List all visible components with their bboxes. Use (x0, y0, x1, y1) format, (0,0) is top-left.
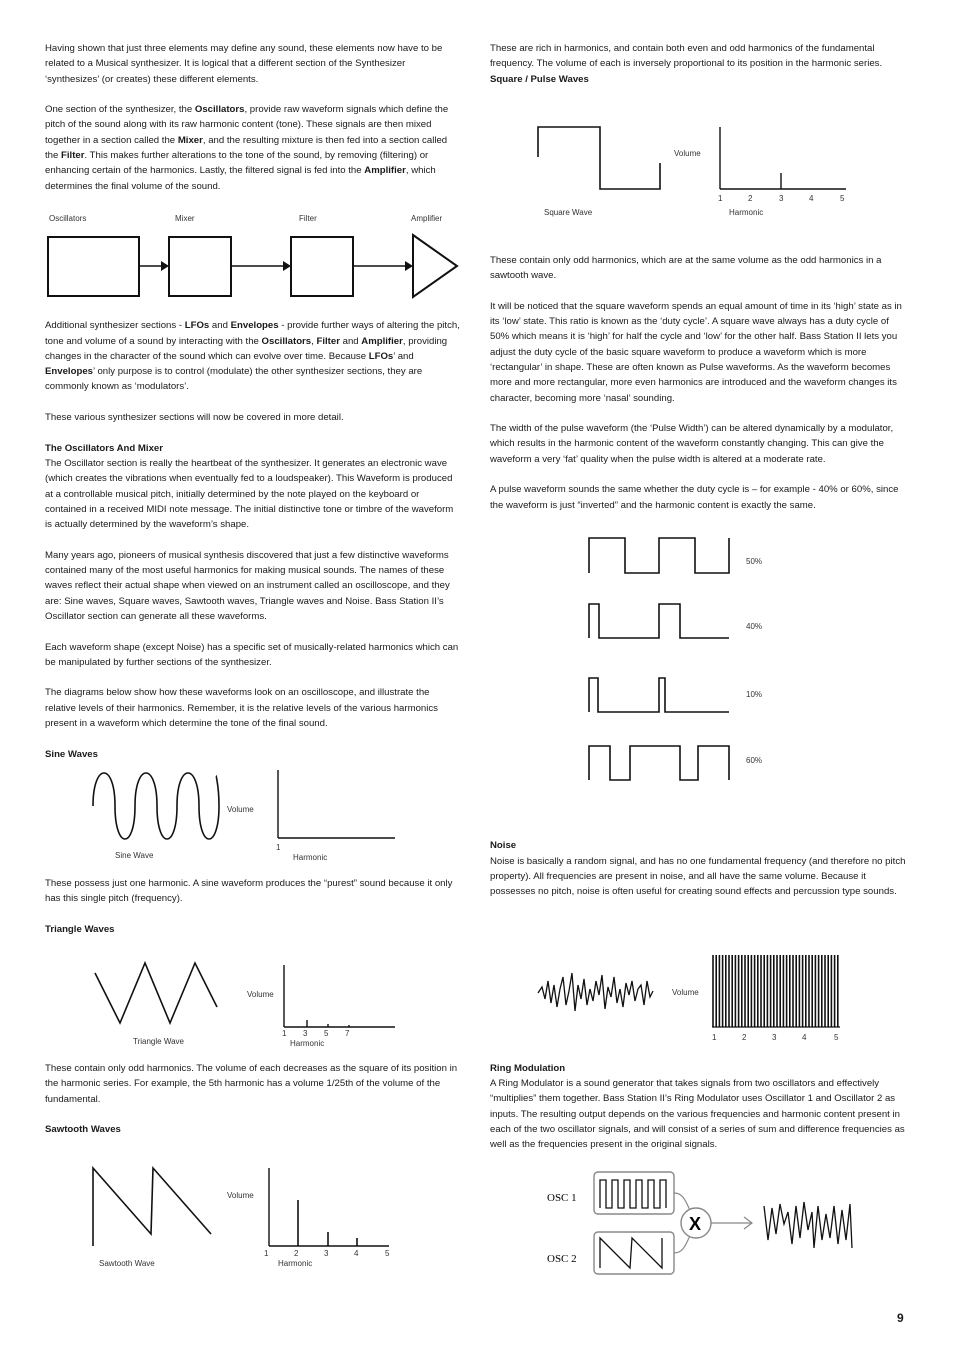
pulse-40-shape (589, 604, 729, 638)
saw-tick-3: 3 (324, 1248, 329, 1258)
sine-volume-label: Volume (227, 804, 254, 814)
saw-tick-2: 2 (294, 1248, 299, 1258)
osc1-label: OSC 1 (547, 1191, 577, 1204)
triangle-wave-label: Triangle Wave (133, 1037, 184, 1047)
sine-harmonic-label: Harmonic (293, 852, 328, 862)
detail-paragraph: These various synthesizer sections will now be covered in more detail. (45, 412, 344, 424)
triangle-tick-7: 7 (345, 1029, 350, 1039)
noise-tick-2: 2 (742, 1032, 747, 1042)
triangle-wave-figure (45, 937, 461, 1047)
saw-tick-4: 4 (354, 1248, 359, 1258)
triangle-harmonic-bars (307, 1020, 349, 1027)
filter-block (291, 237, 353, 296)
mixer-label: Mixer (175, 214, 195, 224)
oscillators-heading: The Oscillators And Mixer (45, 442, 163, 454)
oscillators-label: Oscillators (49, 214, 87, 224)
sawtooth-wave-shape (93, 1168, 211, 1246)
noise-tick-5: 5 (834, 1032, 839, 1042)
pulse-width-paragraph: The width of the pulse waveform (the ‘Pulse Width’) can be altered dynamically by a modulator, which results in the harmonic content of the waveform constantly changing. This can give the waveform a very ‘fat’ quality when the pulse width is altered at a moderate rate. (490, 423, 894, 465)
duty-cycle-paragraph: It will be noticed that the square waveform spends an equal amount of time in its ‘high’ state as in its ‘low’ state. This ratio is known as the ‘duty cycle’. A square wave always has a duty cycle of 50% which means it is ‘high’ for half the cycle and ‘low’ for the other half. Bass Station II lets you adjust the duty cycle of the basic square waveform to produce a waveform which is more ‘rectangular’ in shape. These are often known as Pulse waveforms. As the waveform becomes more and more rectangular, more even harmonics are introduced and the waveform changes its character, becoming more ‘nasal’ sounding. (490, 300, 902, 404)
square-wave-shape (538, 127, 660, 189)
osc1-square-wave (600, 1180, 666, 1208)
triangle-tick-5: 5 (324, 1029, 329, 1039)
ring-mod-paragraph: A Ring Modulator is a sound generator that takes signals from two oscillators and effectively “multiplies” them together. Bass Station II’s Ring Modulator uses Oscillator 1 and Oscillator 2 as inputs. The resulting output depends on the various frequencies and harmonic content present in each of the two oscillator signals, and will consist of a series of sum and difference frequencies as well as the frequencies present in the original signals. (490, 1078, 905, 1151)
triangle-paragraph: These contain only odd harmonics. The volume of each decreases as the square of its position in the harmonic series. For example, the 5th harmonic has a volume 1/25th of the volume of the fundamental. (45, 1063, 458, 1105)
pulse-10-label: 10% (746, 690, 763, 700)
oscillator-section-paragraph: The Oscillator section is really the heartbeat of the synthesizer. It generates an electronic wave (which creates the vibrations when eventually fed to a loudspeaker). This Waveform is produced at a controllable musical pitch, initially determined by the note played on the keyboard or contained in a received MIDI note message. The initial distinctive tone or timbre of the waveform is actually determined by the waveform’s shape. (45, 457, 454, 531)
sine-wave-figure (45, 762, 461, 862)
ring-mod-heading: Ring Modulation (490, 1062, 566, 1074)
oscillators-block (48, 237, 139, 296)
intro-paragraph: Having shown that just three elements may define any sound, these elements now have to be related to a Musical synthesizer. It is logical that a different section of the Synthesizer ‘synthesizes’ (or creates) these different elements. (45, 43, 443, 85)
signal-chain-diagram (45, 209, 461, 304)
left-column (45, 41, 461, 1273)
square-tick-3: 3 (779, 193, 784, 203)
noise-heading: Noise (490, 840, 517, 852)
sawtooth-wave-label: Sawtooth Wave (99, 1258, 155, 1268)
triangle-volume-label: Volume (247, 990, 274, 1000)
noise-tick-1: 1 (712, 1032, 717, 1042)
modulators-paragraph: Additional synthesizer sections - LFOs and Envelopes - provide further ways of altering the pitch, tone and volume of a sound by interacting with the Oscillators, Filter and Amplifier, providing changes in the character of the sound which can evolve over time. Because LFOs’ and Envelopes’ only purpose is to control (modulate) the other synthesizer sections, they are commonly known as ‘modulators’. (45, 320, 460, 393)
pulse-60-label: 60% (746, 756, 763, 766)
square-harmonic-label: Harmonic (729, 207, 764, 217)
pulse-inverted-paragraph: A pulse waveform sounds the same whether the duty cycle is – for example - 40% or 60%, since the waveform is just “inverted” and the harmonic content is exactly the same. (490, 484, 899, 511)
oscillators-paragraph: One section of the synthesizer, the Oscillators, provide raw waveform signals which define the pitch of the sound along with its raw harmonic content (tone). These signals are then mixed together in a section called the Mixer, and the resulting mixture is then fed into a section called the Filter. This makes further alterations to the tone of the sound, by removing (filtering) or enhancing certain of the harmonics. Lastly, the filtered signal is fed into the Amplifier, which determines the final volume of the sound. (45, 104, 449, 192)
diagrams-paragraph: The diagrams below show how these waveforms look on an oscilloscope, and illustrate the relative levels of their harmonics. Remember, it is the relative levels of the various harmonics present in a waveform which determine the tone of the final sound. (45, 687, 438, 729)
noise-volume-label: Volume (672, 987, 699, 997)
harmonics-paragraph: Each waveform shape (except Noise) has a specific set of musically-related harmonics which can be manipulated by further sections of the synthesizer. (45, 641, 459, 668)
pulse-waves-figure (490, 528, 910, 808)
triangle-heading: Triangle Waves (45, 923, 115, 935)
square-tick-1: 1 (718, 193, 723, 203)
sawtooth-wave-figure (45, 1138, 461, 1273)
noise-tick-3: 3 (772, 1032, 777, 1042)
sine-paragraph: These possess just one harmonic. A sine waveform produces the “purest” sound because it only has this single pitch (frequency). (45, 877, 453, 905)
sine-wave-label: Sine Wave (115, 850, 154, 860)
triangle-wave-shape (95, 963, 217, 1023)
triangle-tick-3: 3 (303, 1029, 308, 1039)
noise-wave-shape (538, 973, 653, 1011)
triangle-harmonic-label: Harmonic (290, 1039, 325, 1048)
square-volume-label: Volume (674, 148, 701, 158)
osc2-saw-wave (600, 1238, 662, 1268)
ring-mod-figure (490, 1168, 910, 1298)
right-column (490, 41, 910, 1298)
ring-mod-output-shape (764, 1202, 852, 1248)
pulse-50-label: 50% (746, 557, 763, 567)
pulse-10-shape (589, 678, 729, 712)
amplifier-label: Amplifier (411, 214, 443, 224)
osc2-label: OSC 2 (547, 1252, 577, 1265)
sine-tick-1: 1 (276, 842, 281, 852)
noise-spectrum-bars (713, 955, 838, 1027)
saw-tick-1: 1 (264, 1248, 269, 1258)
pulse-60-shape (589, 746, 729, 780)
noise-tick-4: 4 (802, 1032, 807, 1042)
square-wave-label: Square Wave (544, 207, 593, 217)
square-tick-5: 5 (840, 193, 845, 203)
sawtooth-harmonic-label: Harmonic (278, 1258, 313, 1268)
noise-figure (490, 915, 910, 1055)
mixer-block (169, 237, 231, 296)
sine-wave-shape (93, 773, 219, 839)
sawtooth-description: These are rich in harmonics, and contain both even and odd harmonics of the fundamental frequency. The volume of each is inversely proportional to its position in the harmonic series. (490, 43, 883, 70)
filter-label: Filter (299, 214, 317, 224)
multiplier-symbol: X (689, 1213, 702, 1234)
waveforms-paragraph: Many years ago, pioneers of musical synthesis discovered that just a few distinctive waveforms contained many of the most useful harmonics for making musical sounds. The names of these waves reflect their actual shape when viewed on an instrument called an oscilloscope, and they are: Sine waves, Square waves, Sawtooth waves, Triangle waves and Noise. Bass Station II’s Oscillator section can generate all these waveforms. (45, 549, 450, 622)
square-heading: Square / Pulse Waves (490, 73, 589, 85)
amplifier-triangle (413, 235, 457, 297)
page-number: 9 (897, 1311, 904, 1325)
triangle-tick-1: 1 (282, 1029, 287, 1039)
sawtooth-volume-label: Volume (227, 1190, 254, 1200)
pulse-40-label: 40% (746, 622, 763, 632)
square-tick-4: 4 (809, 193, 814, 203)
sawtooth-heading: Sawtooth Waves (45, 1124, 121, 1136)
square-wave-figure (490, 87, 910, 237)
square-tick-2: 2 (748, 193, 753, 203)
saw-tick-5: 5 (385, 1248, 390, 1258)
pulse-50-shape (589, 538, 729, 573)
square-odd-paragraph: These contain only odd harmonics, which are at the same volume as the odd harmonics in a sawtooth wave. (490, 254, 882, 282)
noise-paragraph: Noise is basically a random signal, and has no one fundamental frequency (and therefore no pitch property). All frequencies are present in noise, and all have the same volume. Because it possesses no pitch, noise is often useful for creating sound effects and percussion type sounds. (490, 855, 906, 898)
sine-heading: Sine Waves (45, 748, 98, 760)
